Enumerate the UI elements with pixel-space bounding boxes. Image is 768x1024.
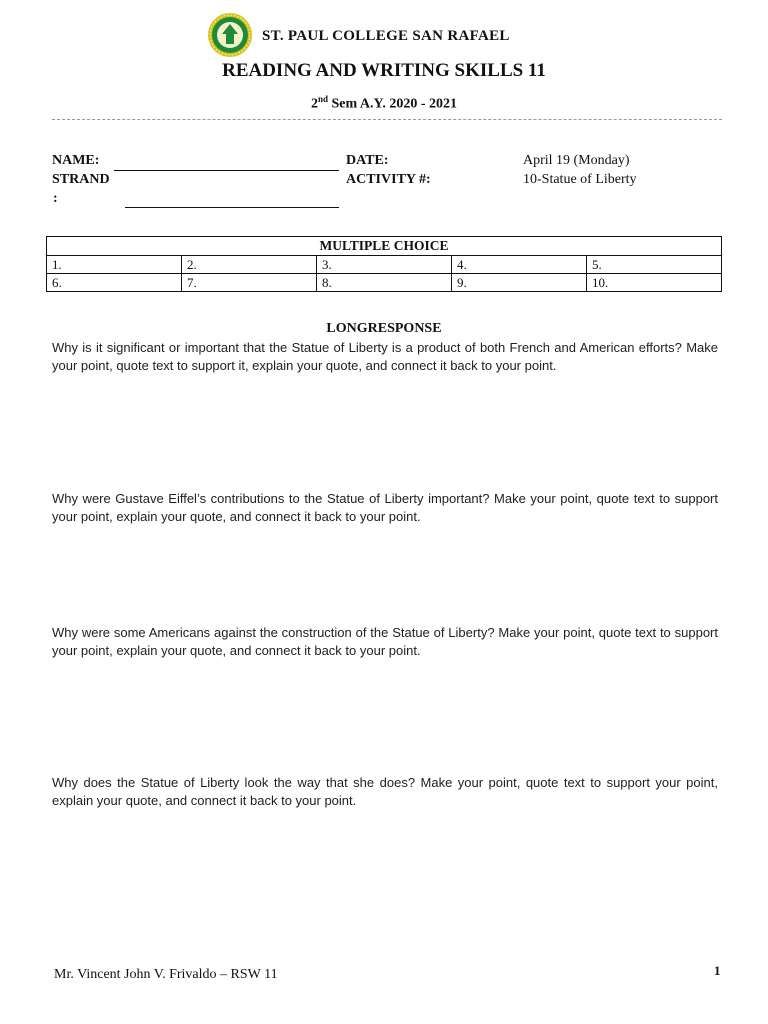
answer-cell-3[interactable]: 3.	[317, 256, 452, 274]
answer-cell-6[interactable]: 6.	[47, 274, 182, 292]
school-seal-icon	[207, 12, 253, 58]
semester-ordinal: 2	[310, 96, 318, 112]
table-row	[47, 256, 722, 274]
strand-field[interactable]	[125, 207, 339, 208]
activity-value: 10-Statue of Liberty	[523, 172, 637, 187]
multiple-choice-table	[46, 236, 722, 292]
date-value: April 19 (Monday)	[523, 153, 630, 168]
multiple-choice-title: MULTIPLE CHOICE	[47, 237, 722, 256]
long-response-title: LONGRESPONSE	[326, 321, 442, 336]
question-4: Why does the Statue of Liberty look the way that she does? Make your point, quote text to support your point, explain your quote, and connect it back to your point.	[52, 775, 718, 808]
footer-author: Mr. Vincent John V. Frivaldo – RSW 11	[54, 967, 278, 982]
answer-cell-2[interactable]: 2.	[182, 256, 317, 274]
header-divider	[52, 119, 722, 120]
answer-cell-9[interactable]: 9.	[452, 274, 587, 292]
table-row	[47, 274, 722, 292]
activity-label: ACTIVITY #:	[346, 172, 431, 187]
question-3: Why were some Americans against the construction of the Statue of Liberty? Make your point, quote text to support your point, explain your quote, and connect it back to your point.	[52, 625, 718, 658]
answer-cell-1[interactable]: 1.	[47, 256, 182, 274]
answer-cell-5[interactable]: 5.	[587, 256, 722, 274]
answer-cell-8[interactable]: 8.	[317, 274, 452, 292]
strand-colon: :	[53, 191, 58, 206]
semester-text: Sem A.Y. 2020 - 2021	[328, 96, 457, 112]
course-title: READING AND WRITING SKILLS 11	[222, 60, 546, 81]
school-name: ST. PAUL COLLEGE SAN RAFAEL	[262, 28, 510, 44]
question-1: Why is it significant or important that the Statue of Liberty is a product of both French and American efforts? Make your point, quote text to support it, explain your quote, and connect it back to your point.	[52, 340, 718, 373]
date-label: DATE:	[346, 153, 389, 168]
page-number: 1	[714, 963, 721, 978]
answer-cell-7[interactable]: 7.	[182, 274, 317, 292]
name-field[interactable]	[114, 170, 339, 171]
answer-cell-10[interactable]: 10.	[587, 274, 722, 292]
semester-line	[0, 94, 768, 113]
strand-label: STRAND	[52, 172, 110, 187]
answer-cell-4[interactable]: 4.	[452, 256, 587, 274]
question-2: Why were Gustave Eiffel’s contributions to the Statue of Liberty important? Make your point, quote text to support your point, explain your quote, and connect it back to your point.	[52, 491, 718, 524]
semester-suffix: nd	[317, 94, 328, 104]
name-label: NAME:	[52, 153, 100, 168]
